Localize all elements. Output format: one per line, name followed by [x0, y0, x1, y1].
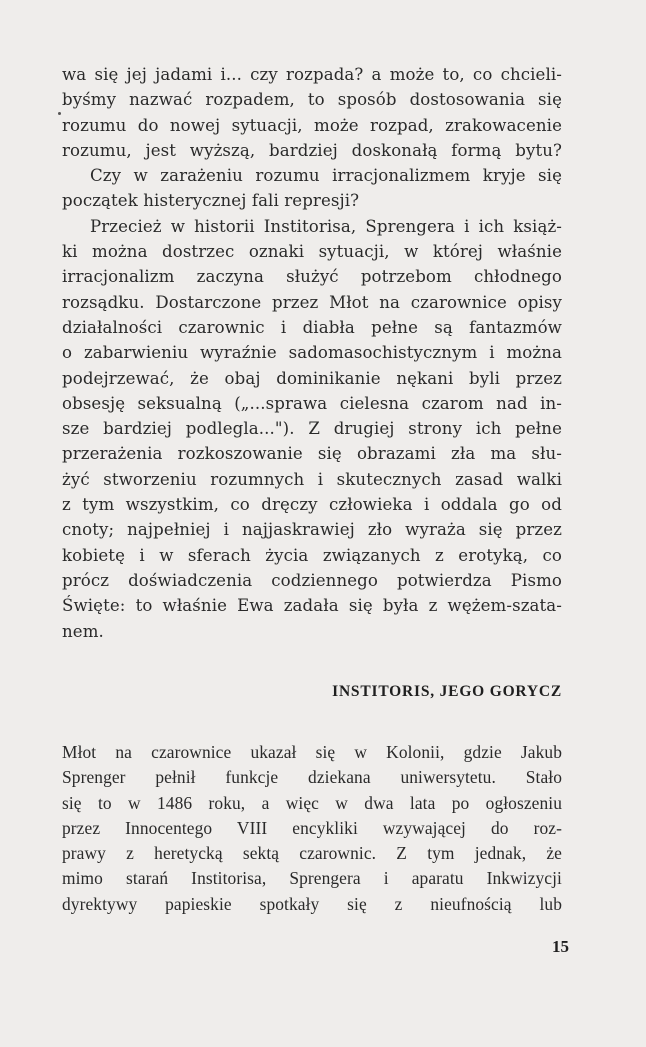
text-line: wa się jej jadami i... czy rozpada? a może to, co chcieli-: [62, 65, 562, 84]
text-line: prawy z heretycką sektą czarownic. Z tym jednak, że: [62, 843, 562, 864]
ink-mark: [58, 112, 61, 115]
text-line: dyrektywy papieskie spotkały się z nieufnością lub: [62, 893, 562, 914]
text-line: irracjonalizm zaczyna służyć potrzebom chłodnego: [62, 267, 562, 287]
text-line: rozumu, jest wyższą, bardziej doskonałą formą bytu?: [62, 140, 562, 160]
body-text-top: [62, 62, 562, 644]
text-line: przez Innocentego VIII encykliki wzywającej do roz-: [62, 817, 562, 838]
text-line: mimo starań Institorisa, Sprengera i aparatu Inkwizycji: [62, 868, 562, 889]
text-line: rozumu do nowej sytuacji, może rozpad, zrakowacenie: [62, 115, 562, 135]
section-heading: INSTITORIS, JEGO GORYCZ: [332, 683, 562, 700]
text-line: obsesję seksualną („...sprawa cielesna czarom nad in-: [62, 393, 562, 413]
body-text-bottom: [62, 740, 562, 917]
text-line: żyć stworzeniu rozumnych i skutecznych zasad walki: [62, 469, 562, 489]
text-line: nem.: [62, 621, 104, 641]
text-line: byśmy nazwać rozpadem, to sposób dostosowania się: [62, 90, 562, 110]
text-line: Święte: to właśnie Ewa zadała się była z wężem-szata-: [62, 596, 562, 616]
text-line: przerażenia rozkoszowanie się obrazami zła ma słu-: [62, 444, 562, 464]
text-line: prócz doświadczenia codziennego potwierdza Pismo: [62, 570, 562, 590]
text-line: ki można dostrzec oznaki sytuacji, w której właśnie: [62, 242, 562, 262]
text-line: sze bardziej podlegla..."). Z drugiej strony ich pełne: [62, 419, 562, 439]
text-line: rozsądku. Dostarczone przez Młot na czarownice opisy: [62, 292, 562, 312]
text-line: Czy w zarażeniu rozumu irracjonalizmem kryje się: [90, 166, 562, 186]
text-line: Przecież w historii Institorisa, Sprengera i ich książ-: [90, 216, 562, 236]
text-line: Młot na czarownice ukazał się w Kolonii, gdzie Jakub: [62, 742, 562, 762]
text-line: działalności czarownic i diabła pełne są fantazmów: [62, 317, 562, 337]
text-line: z tym wszystkim, co dręczy człowieka i oddala go od: [62, 495, 562, 515]
text-line: kobietę i w sferach życia związanych z erotyką, co: [62, 545, 562, 565]
page-number: 15: [552, 937, 569, 956]
text-line: się to w 1486 roku, a więc w dwa lata po ogłoszeniu: [62, 792, 562, 813]
text-line: początek histerycznej fali represji?: [62, 191, 360, 211]
text-line: podejrzewać, że obaj dominikanie nękani byli przez: [62, 368, 562, 388]
text-line: Sprenger pełnił funkcje dziekana uniwersytetu. Stało: [62, 767, 562, 788]
text-line: cnoty; najpełniej i najjaskrawiej zło wyraża się przez: [62, 520, 562, 540]
text-line: o zabarwieniu wyraźnie sadomasochistycznym i można: [62, 343, 562, 363]
